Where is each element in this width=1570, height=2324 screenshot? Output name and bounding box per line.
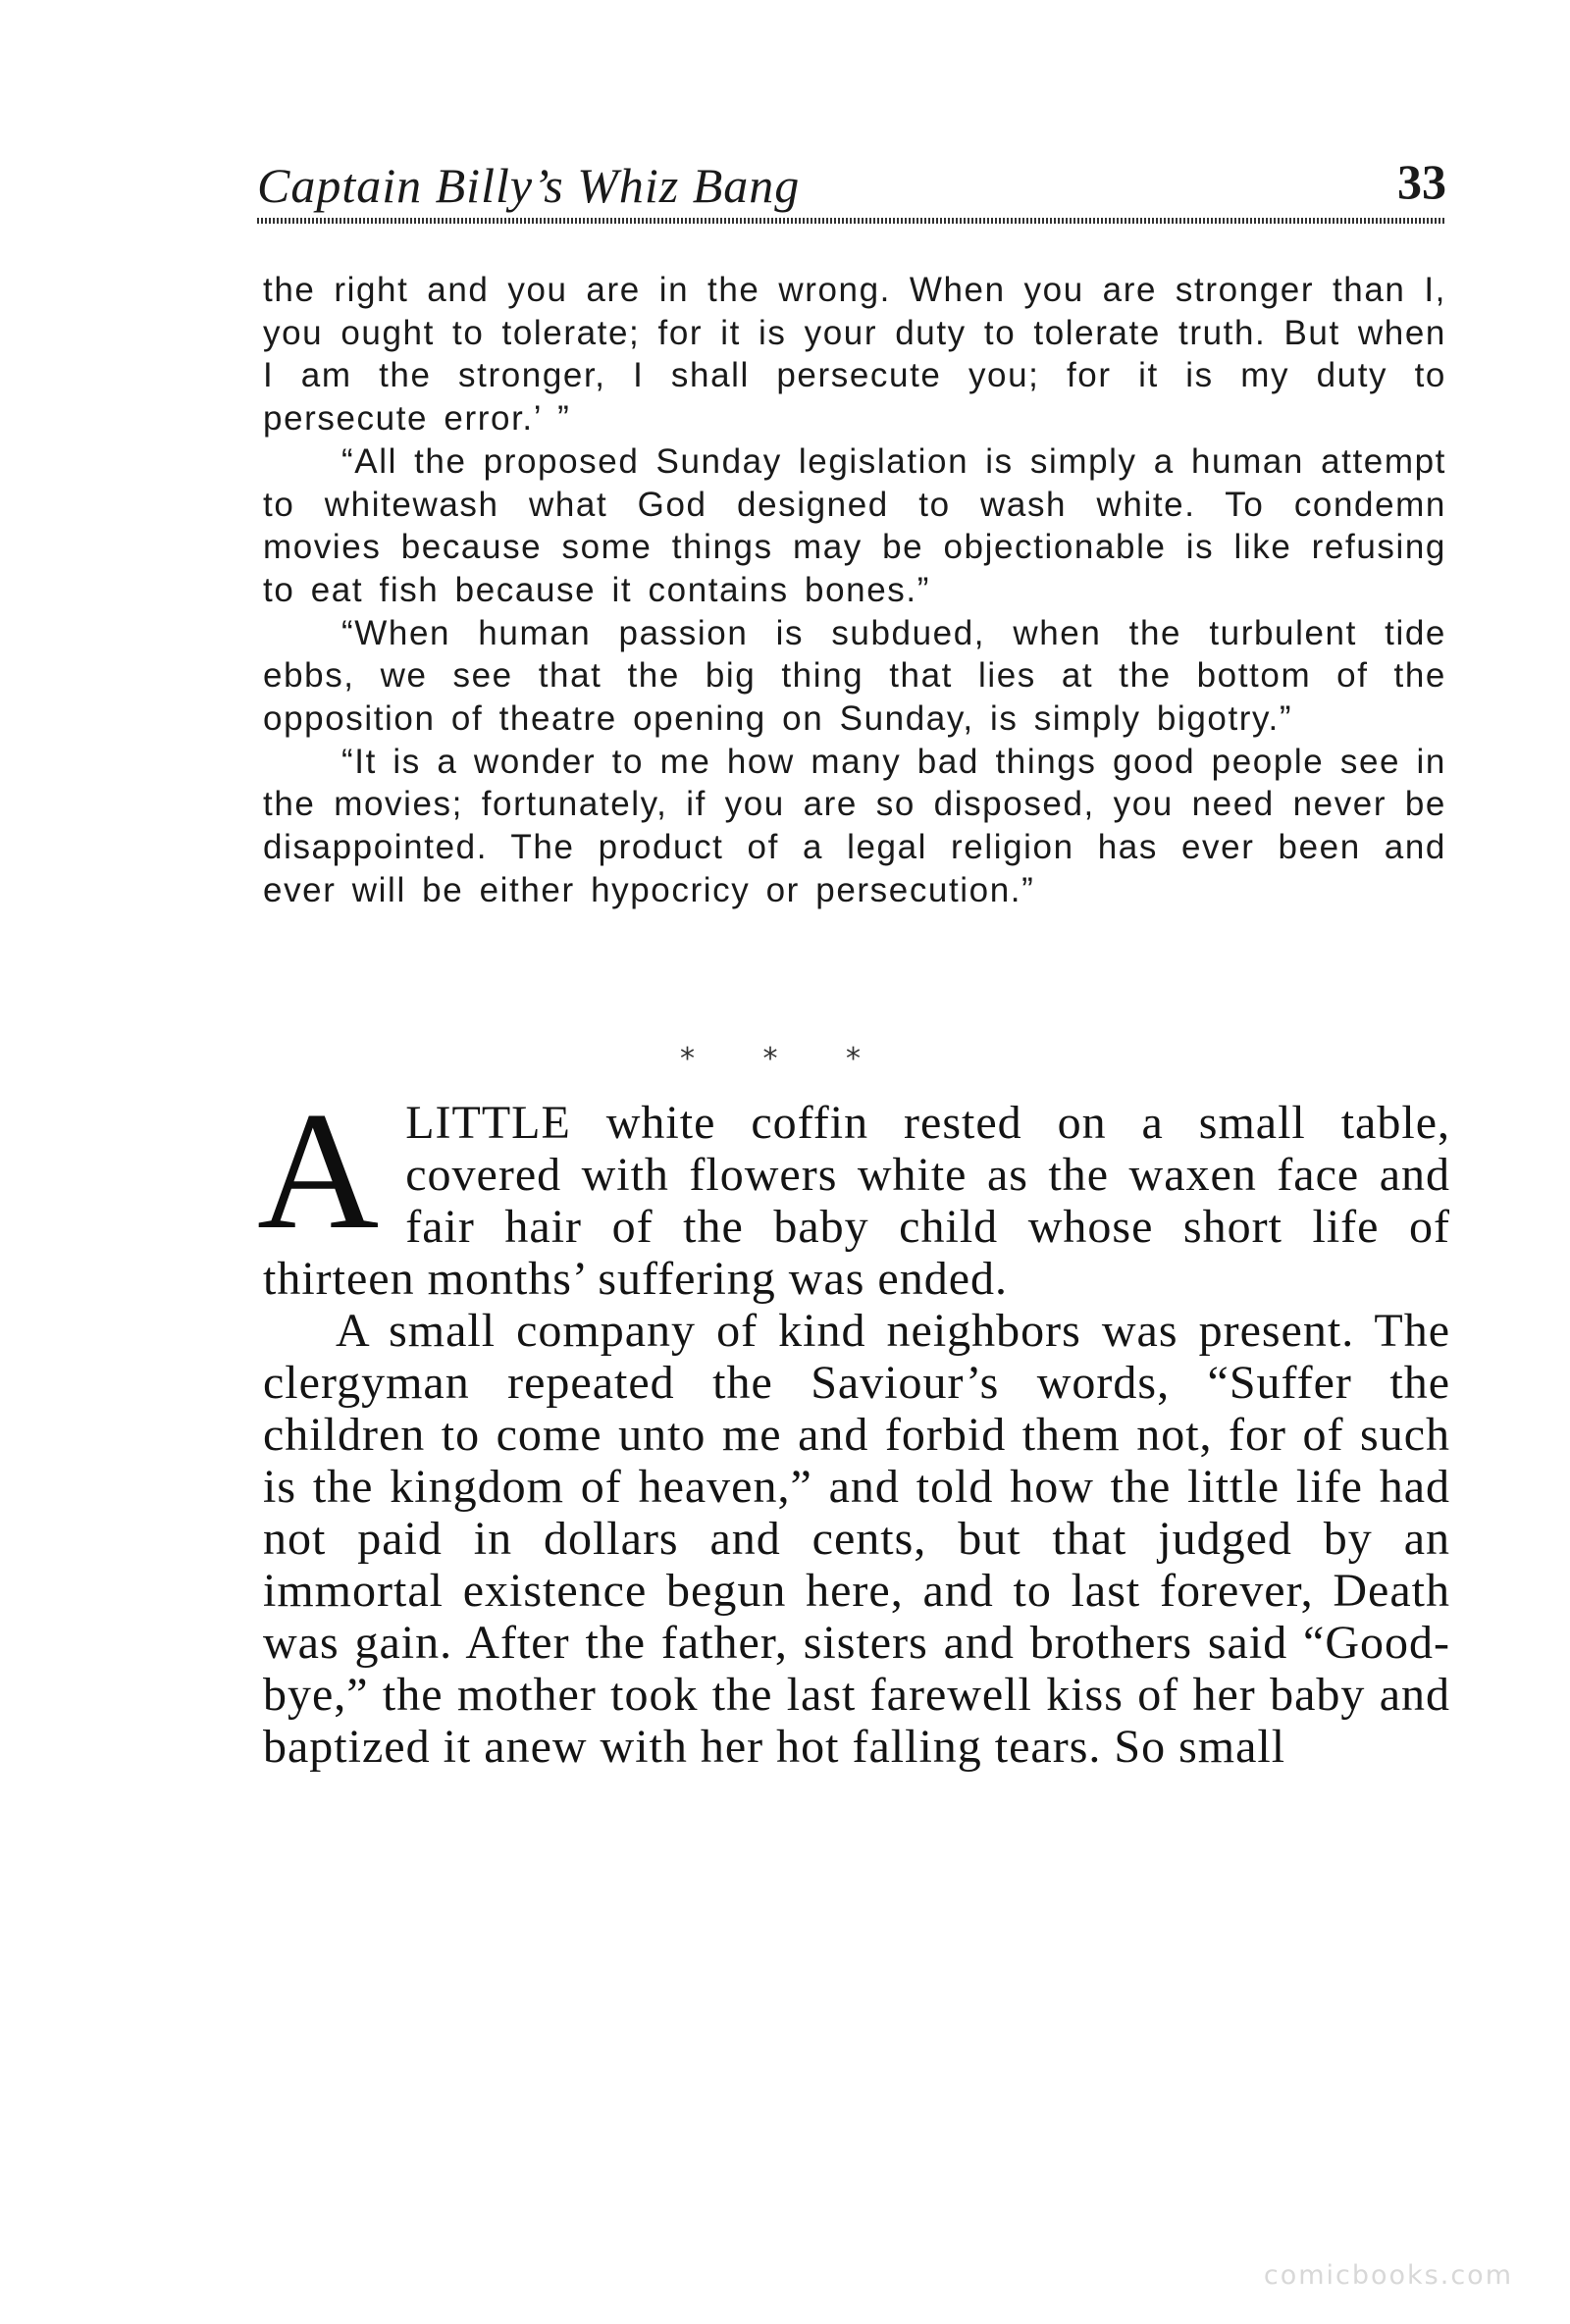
paragraph: “When human passion is subdued, when the turbulent tide ebbs, we see that the big thing that lies at the bottom of the opposition of theatre opening on Sunday, is simply bigotry.” bbox=[263, 613, 1446, 739]
header-rule bbox=[257, 218, 1446, 224]
quotation-block bbox=[263, 269, 1446, 912]
page-header bbox=[257, 147, 1446, 216]
paragraph: the right and you are in the wrong. When you are stronger than I, you ought to tolerate; for it is your duty to tolerate truth. But when I am the stronger, I shall persecute you; for it is my duty to persecute error.’ ” bbox=[263, 271, 1446, 439]
paragraph: “All the proposed Sunday legislation is simply a human attempt to whitewash what God designed to wash white. To condemn movies because some things may be objectionable is like refusing to eat fish because it contains bones.” bbox=[263, 441, 1446, 609]
site-watermark: comicbooks.com bbox=[1263, 2260, 1513, 2291]
story-paragraph bbox=[257, 1078, 1450, 1305]
paragraph: “It is a wonder to me how many bad things good people see in the movies; fortunately, if you are so disposed, you need never be disappointed. The product of a legal religion has ever been and ever will be either hypocricy or persecution.” bbox=[263, 742, 1446, 909]
drop-cap: A bbox=[257, 1078, 381, 1265]
running-title: Captain Billy’s Whiz Bang bbox=[257, 158, 801, 213]
section-separator: * * * bbox=[679, 1042, 891, 1076]
story-block bbox=[257, 1078, 1450, 1773]
page-number: 33 bbox=[1397, 154, 1446, 209]
story-opening-text: LITTLE white coffin rested on a small table, covered with flowers white as the waxen face and fair hair of the baby child whose short life of thirteen months’ suffering was ended. bbox=[263, 1097, 1450, 1305]
story-paragraph: A small company of kind neighbors was present. The clergyman repeated the Saviour’s words, “Suffer the children to come unto me and forbid them not, for of such is the kingdom of heaven,” and told how the little life had not paid in dollars and cents, but that judged by an immortal existence begun here, and to last forever, Death was gain. After the father, sisters and brothers said “Good-bye,” the mother took the last farewell kiss of her baby and baptized it anew with her hot falling tears. So small bbox=[263, 1305, 1450, 1773]
